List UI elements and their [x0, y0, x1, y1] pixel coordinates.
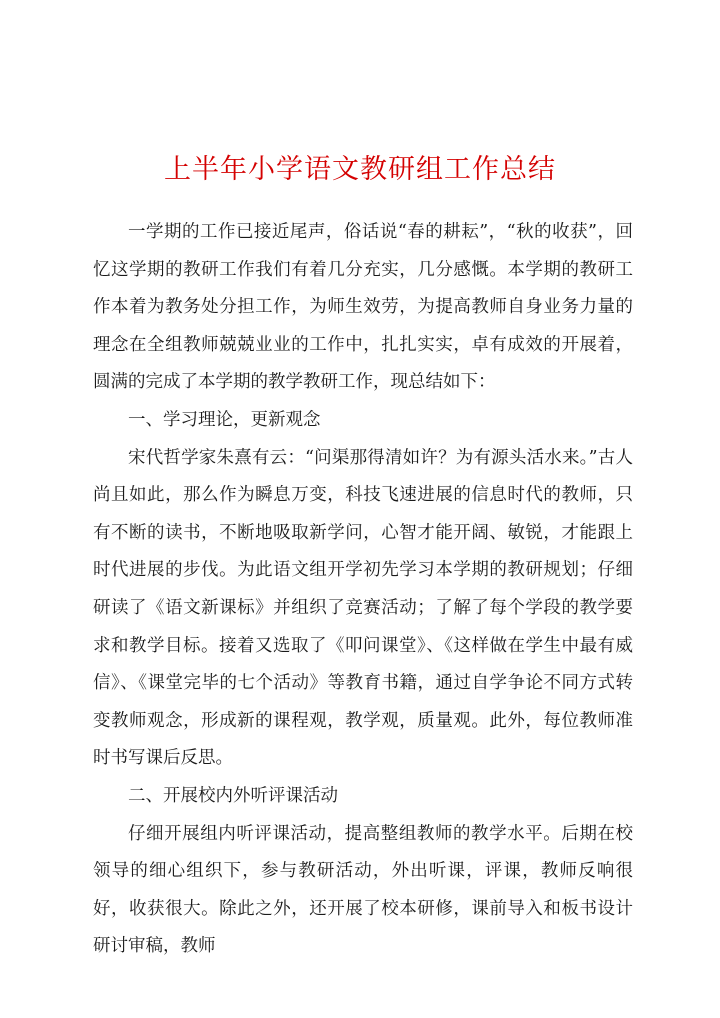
intro-paragraph: 一学期的工作已接近尾声，俗话说“春的耕耘”，“秋的收获”，回忆这学期的教研工作我们有着几分充实，几分感慨。本学期的教研工作本着为教务处分担工作，为师生效劳，为提高教师自身业务力量的理念在全组教师兢兢业业的工作中，扎扎实实，卓有成效的开展着，圆满的完成了本学期的教学教研工作，现总结如下：: [93, 222, 633, 393]
section-heading-1: 一、学习理论，更新观念: [128, 409, 321, 430]
document-body: [93, 214, 633, 966]
document-title: 上半年小学语文教研组工作总结: [164, 154, 556, 185]
section-paragraph-1: 宋代哲学家朱熹有云：“问渠那得清如许？为有源头活水来。”古人尚且如此，那么作为瞬息万变，科技飞速进展的信息时代的教师，只有不断的读书，不断地吸取新学问，心智才能开阔、敏锐，才能跟上时代进展的步伐。为此语文组开学初先学习本学期的教研规划；仔细研读了《语文新课标》并组织了竞赛活动；了解了每个学段的教学要求和教学目标。接着又选取了《叩问课堂》、《这样做在学生中最有威信》、《课堂完毕的七个活动》等教育书籍，通过自学争论不同方式转变教师观念，形成新的课程观，教学观，质量观。此外，每位教师准时书写课后反思。: [93, 447, 633, 769]
section-paragraph-2: 仔细开展组内听评课活动，提高整组教师的教学水平。后期在校领导的细心组织下，参与教研活动，外出听课，评课，教师反响很好，收获很大。除此之外，还开展了校本研修，课前导入和板书设计研讨审稿，教师: [93, 823, 633, 957]
section-heading-2: 二、开展校内外听评课活动: [128, 785, 338, 806]
